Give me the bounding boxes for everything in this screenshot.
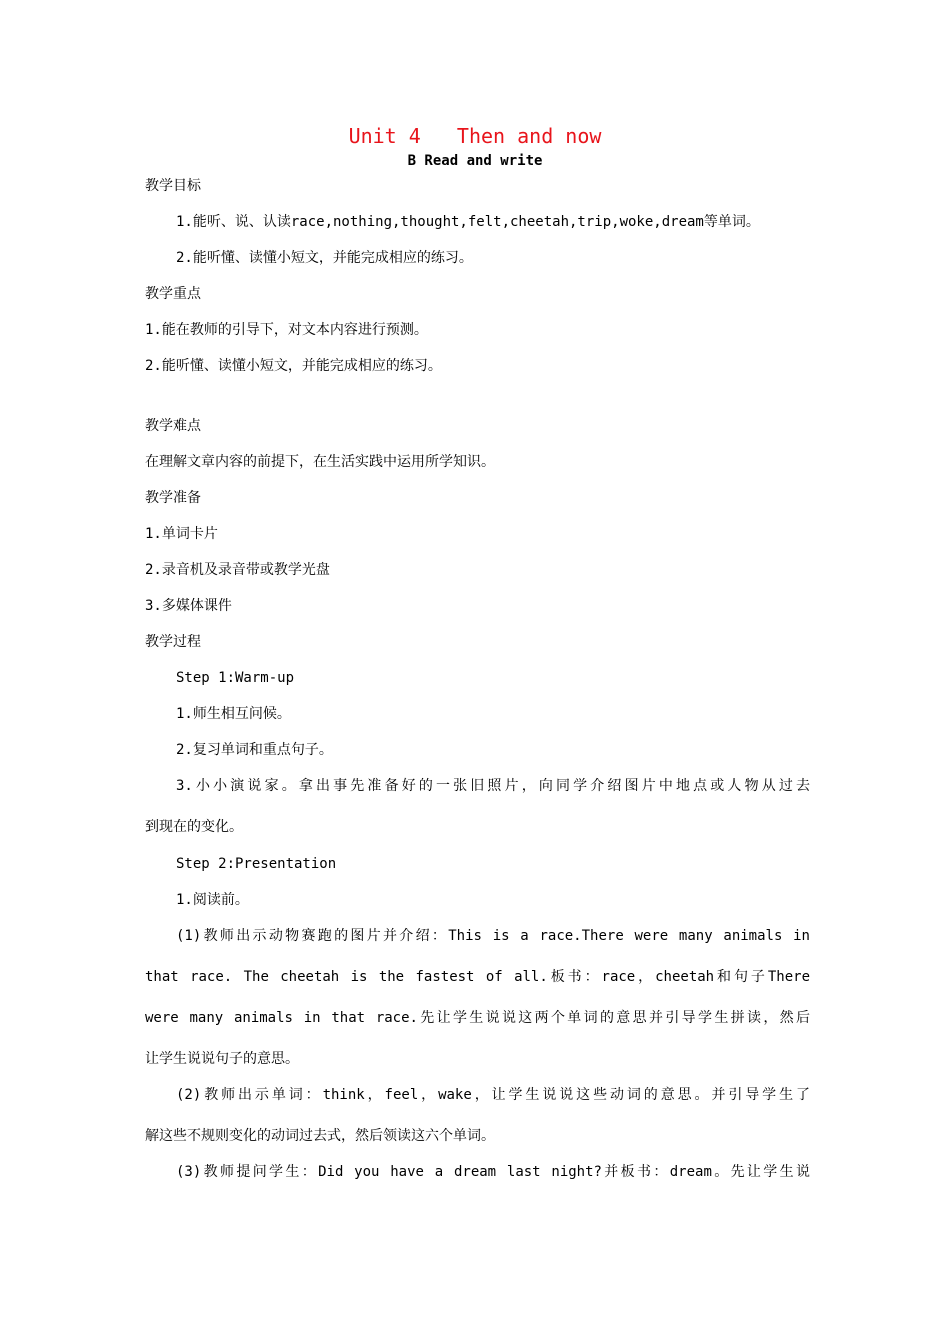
- key-point-item-1: 1.能在教师的引导下，对文本内容进行预测。: [145, 322, 428, 338]
- step-1-item-3: 3.小小演说家。拿出事先准备好的一张旧照片，向同学介绍图片中地点或人物从过去: [176, 778, 810, 794]
- document-subtitle: B Read and write: [407, 153, 543, 169]
- section-heading-procedure: 教学过程: [145, 634, 201, 650]
- section-heading-difficulties: 教学难点: [145, 418, 201, 434]
- step-1-heading: Step 1:Warm-up: [176, 670, 295, 686]
- step-1-item-2: 2.复习单词和重点句子。: [176, 742, 333, 758]
- paragraph-1-line-1: (1)教师出示动物赛跑的图片并介绍：This is a race.There were many animals in: [176, 928, 810, 944]
- section-heading-objectives: 教学目标: [145, 178, 201, 194]
- difficulty-text: 在理解文章内容的前提下，在生活实践中运用所学知识。: [145, 454, 495, 470]
- paragraph-1-line-2: that race. The cheetah is the fastest of all.板书：race，cheetah和句子There: [145, 969, 810, 985]
- step-2-item-1: 1.阅读前。: [176, 892, 249, 908]
- paragraph-2-line-2: 解这些不规则变化的动词过去式，然后领读这六个单词。: [145, 1128, 495, 1144]
- section-heading-preparation: 教学准备: [145, 490, 201, 506]
- paragraph-1-line-3: were many animals in that race.先让学生说说这两个单词的意思并引导学生拼读，然后: [145, 1010, 810, 1026]
- key-point-item-2: 2.能听懂、读懂小短文，并能完成相应的练习。: [145, 358, 442, 374]
- preparation-item-2: 2.录音机及录音带或教学光盘: [145, 562, 330, 578]
- paragraph-3-line-1: (3)教师提问学生：Did you have a dream last night?并板书：dream。先让学生说: [176, 1164, 810, 1180]
- document-title: Unit 4 Then and now: [348, 124, 602, 148]
- step-1-item-1: 1.师生相互问候。: [176, 706, 291, 722]
- paragraph-2-line-1: (2)教师出示单词：think，feel，wake，让学生说说这些动词的意思。并引导学生了: [176, 1087, 810, 1103]
- objective-item-1: 1.能听、说、认读race,nothing,thought,felt,cheetah,trip,woke,dream等单词。: [176, 214, 760, 230]
- section-heading-key-points: 教学重点: [145, 286, 201, 302]
- paragraph-1-line-4: 让学生说说句子的意思。: [145, 1051, 299, 1067]
- step-2-heading: Step 2:Presentation: [176, 856, 337, 872]
- objective-item-2: 2.能听懂、读懂小短文，并能完成相应的练习。: [176, 250, 473, 266]
- preparation-item-1: 1.单词卡片: [145, 526, 218, 542]
- step-1-item-3-cont: 到现在的变化。: [145, 819, 243, 835]
- preparation-item-3: 3.多媒体课件: [145, 598, 232, 614]
